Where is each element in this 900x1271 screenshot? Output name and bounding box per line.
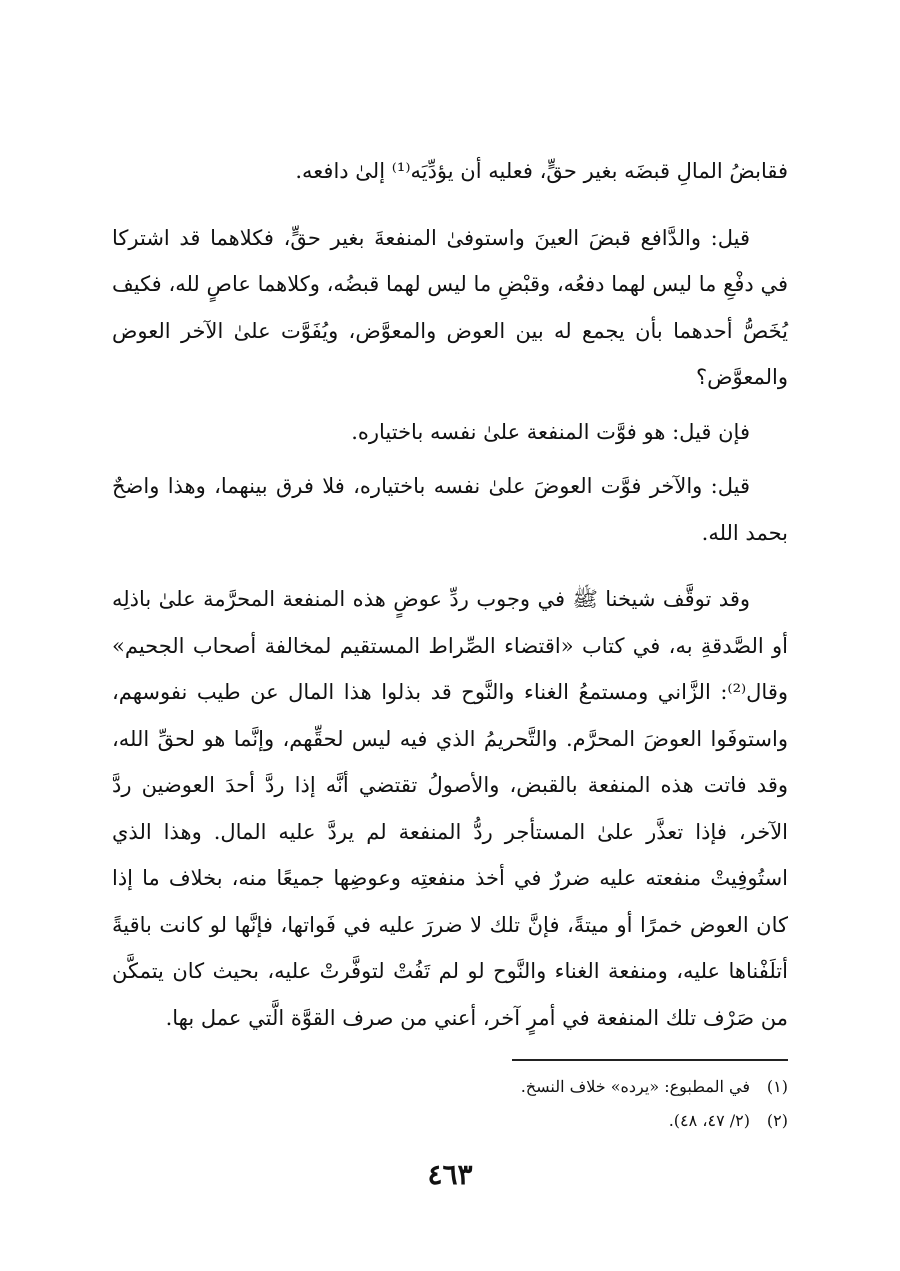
paragraph-5: وقد توقَّف شيخنا ﷺ في وجوب ردِّ عوضٍ هذه المنفعة المحرَّمة علىٰ باذلِه أو الصَّدقةِ به، في كتاب «اقتضاء الصِّراط المستقيم لمخالفة أصحاب الجحيم» وقال⁽²⁾: الزَّاني ومستمعُ الغناء والنَّوح قد بذلوا هذا المال عن طيب نفوسهم، واستوفَوا العوضَ المحرَّم. والتَّحريمُ الذي فيه ليس لحقِّهم، وإنَّما هو لحقِّ الله، وقد فاتت هذه المنفعة بالقبض، والأصولُ تقتضي أنَّه إذا ردَّ أحدَ العوضين ردَّ الآخر، فإذا تعذَّر علىٰ المستأجر ردُّ المنفعة لم يردَّ عليه المال. وهذا الذي استُوفِيتْ منفعته عليه ضررٌ في أخذ منفعتِه وعوضِها جميعًا منه، بخلاف ما إذا كان العوض خمرًا أو ميتةً، فإنَّ تلك لا ضررَ عليه في فَواتها، فإنَّها لو كانت باقيةً أتلَفْناها عليه، ومنفعة الغناء والنَّوح لو لم تَفُتْ لتوفَّرتْ عليه، بحيث كان يتمكَّن من صَرْف تلك المنفعة في أمرٍ آخر، أعني من صرف القوَّة الَّتي عمل بها. xyxy=(112,587,788,1030)
page-number: ٤٦٣ xyxy=(427,1158,473,1191)
footnote-number: (٢) xyxy=(766,1111,788,1130)
footnote-2 xyxy=(112,1104,788,1138)
footnote-text: (٢/ ٤٧، ٤٨). xyxy=(668,1111,750,1130)
paragraph-2: قيل: والدَّافع قبضَ العينَ واستوفىٰ المنفعةَ بغير حقٍّ، فكلاهما قد اشتركا في دفْعِ ما ليس لهما دفعُه، وقبْضِ ما ليس لهما قبضُه، وكلاهما عاصٍ لله، فكيف يُخَصُّ أحدهما بأن يجمع له بين العوض والمعوَّض، ويُفَوَّت علىٰ الآخر العوض والمعوَّض؟ xyxy=(112,225,788,389)
footnotes xyxy=(112,1070,788,1138)
paragraph-3: فإن قيل: هو فوَّت المنفعة علىٰ نفسه باختياره. xyxy=(351,419,750,444)
main-text xyxy=(112,148,788,1049)
footnote-number: (١) xyxy=(766,1077,788,1096)
footnote-1 xyxy=(112,1070,788,1104)
paragraph-4: قيل: والآخر فوَّت العوضَ علىٰ نفسه باختياره، فلا فرق بينهما، وهذا واضحٌ بحمد الله. xyxy=(112,474,788,545)
footnote-text: في المطبوع: «يرده» خلاف النسخ. xyxy=(520,1077,750,1096)
paragraph-1: فقابضُ المالِ قبضَه بغير حقٍّ، فعليه أن يؤدِّيَه⁽¹⁾ إلىٰ دافعه. xyxy=(295,159,788,183)
footnote-divider xyxy=(512,1059,788,1061)
